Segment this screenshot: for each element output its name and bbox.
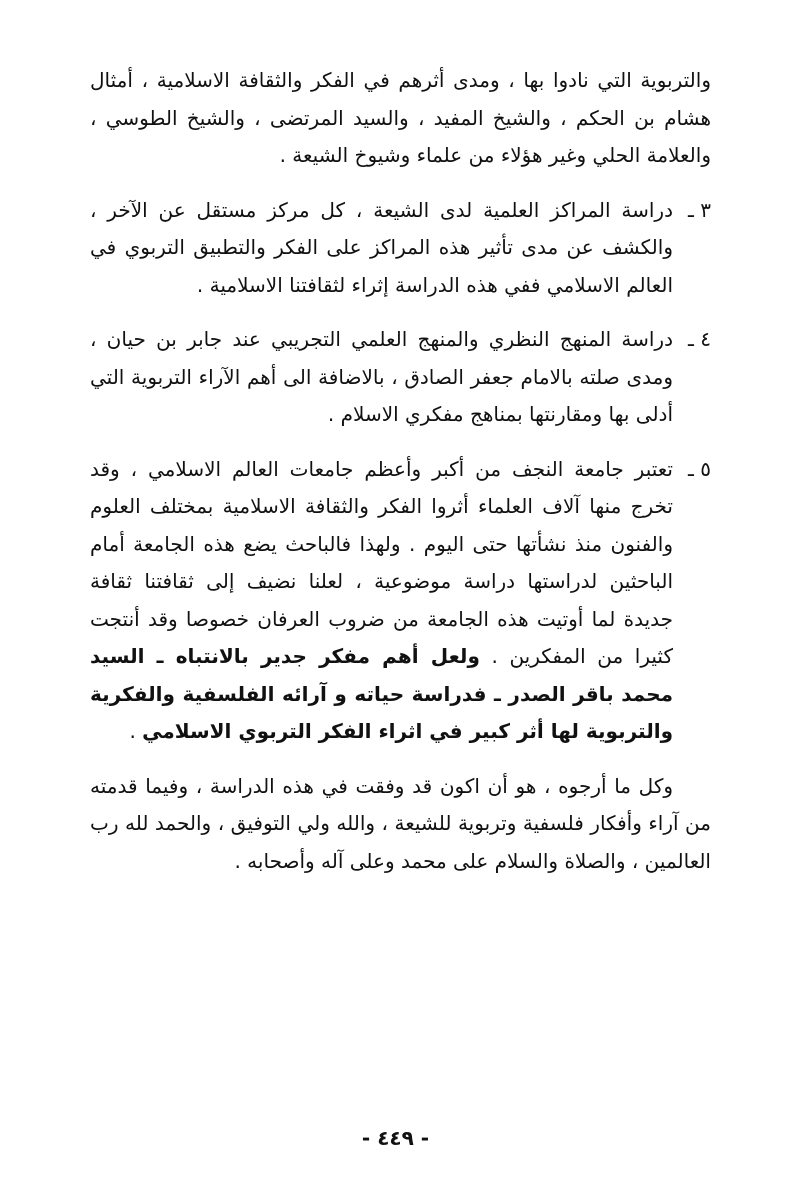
emphasized-text: ولعل أهم مفكر جدير بالانتباه ـ السيد محمد باقر الصدر ـ فدراسة حياته و آرائه الفلسفية والفكرية والتربوية لها أثر كبير في اثراء الفكر التربوي الاسلامي [90,644,673,743]
body-text [90,62,711,880]
list-item-5 [90,451,711,751]
list-item-end: . [129,719,143,743]
list-item-number: ٥ ـ [688,456,711,481]
list-item-4 [90,321,711,434]
intro-paragraph: والتربوية التي نادوا بها ، ومدى أثرهم في الفكر والثقافة الاسلامية ، أمثال هشام بن الحكم ، والشيخ المفيد ، والسيد المرتضى ، والشيخ الطوسي ، والعلامة الحلي وغير هؤلاء من علماء وشيوخ الشيعة . [90,68,711,167]
list-item-number: ٣ ـ [688,197,711,222]
list-item-text: دراسة المنهج النظري والمنهج العلمي التجريبي عند جابر بن حيان ، ومدى صلته بالامام جعفر الصادق ، بالاضافة الى أهم الآراء التربوية التي أدلى بها ومقارنتها بمناهج مفكري الاسلام . [90,327,673,426]
list-item-text: تعتبر جامعة النجف من أكبر وأعظم جامعات العالم الاسلامي ، وقد تخرج منها آلاف العلماء أثروا الفكر والثقافة الاسلامية بمختلف العلوم والفنون منذ نشأتها حتى اليوم . ولهذا فالباحث يضع هذه الجامعة أمام الباحثين لدراستها دراسة موضوعية ، لعلنا نضيف إلى ثقافتنا ثقافة جديدة لما أوتيت هذه الجامعة من ضروب العرفان خصوصا وقد أنتجت كثيرا من المفكرين . [90,456,673,668]
list-item-text: دراسة المراكز العلمية لدى الشيعة ، كل مركز مستقل عن الآخر ، والكشف عن مدى تأثير هذه المراكز على الفكر والتطبيق التربوي في العالم الاسلامي ففي هذه الدراسة إثراء لثقافتنا الاسلامية . [90,197,673,297]
list-item-3 [90,192,711,305]
list-item-number: ٤ ـ [688,327,711,351]
page-number: - ٤٤٩ - [361,1126,430,1150]
closing-paragraph: وكل ما أرجوه ، هو أن اكون قد وفقت في هذه الدراسة ، وفيما قدمته من آراء وأفكار فلسفية وتربوية للشيعة ، والله ولي التوفيق ، والحمد لله رب العالمين ، والصلاة والسلام على محمد وعلى آله وأصحابه . [90,773,711,873]
